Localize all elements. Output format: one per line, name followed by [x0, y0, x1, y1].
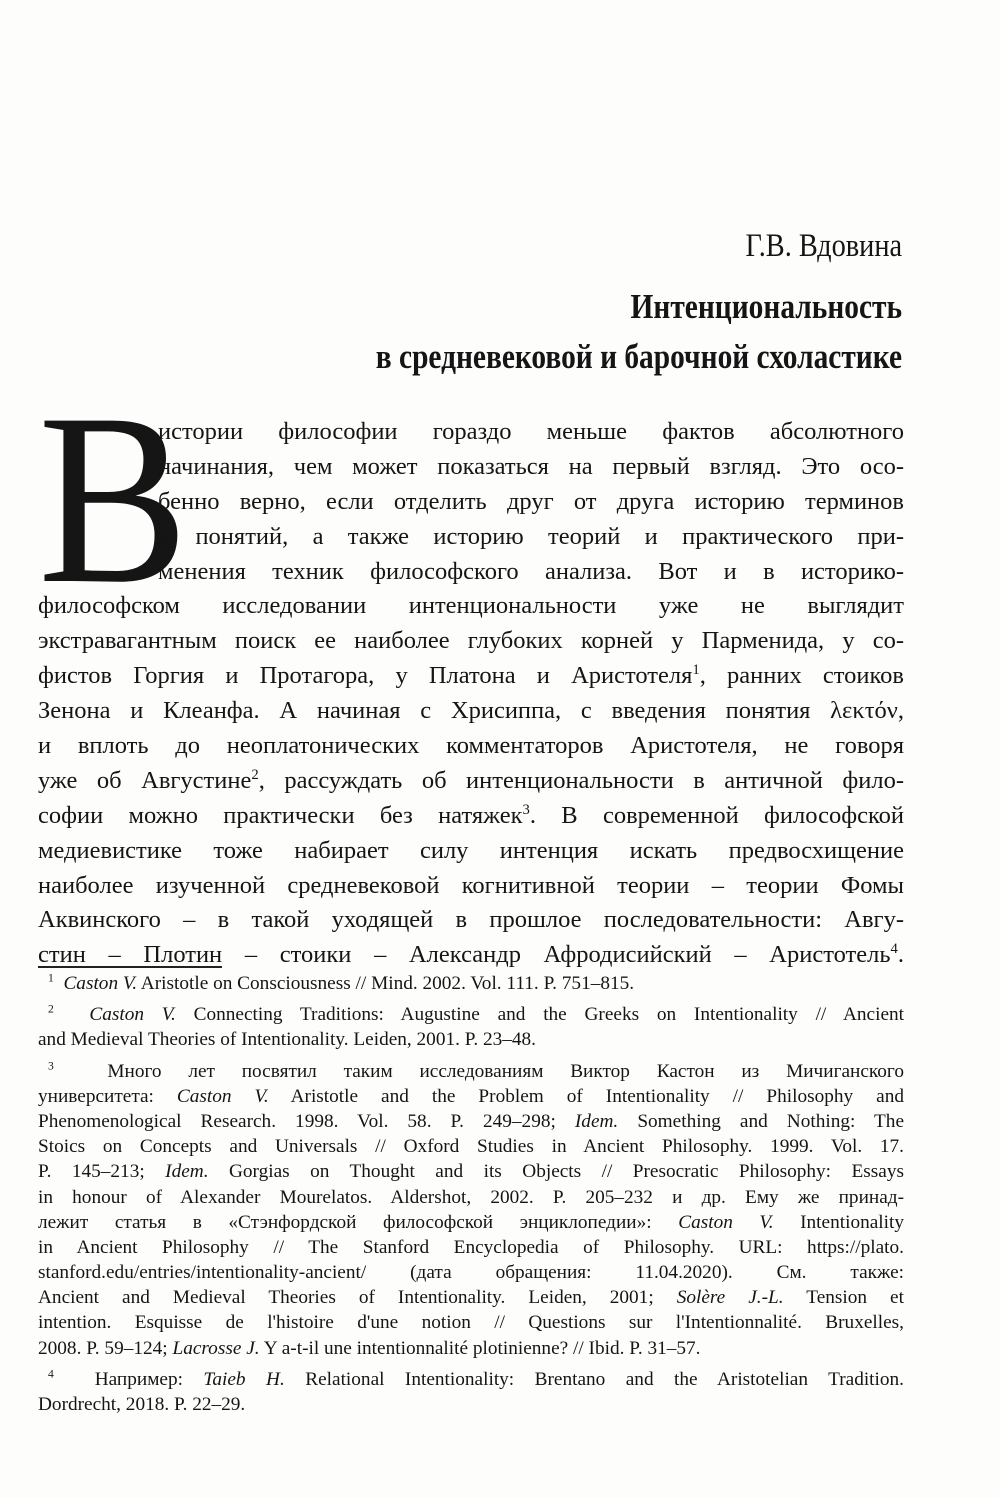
author-name: Г.В. Вдовина: [745, 228, 902, 264]
citation-author: Caston V.: [176, 1085, 269, 1107]
footnote-line: [38, 1084, 904, 1109]
footnote-separator: [38, 966, 222, 968]
citation-author: Caston V.: [63, 973, 138, 994]
body-text-span: софии можно практически без натяжек: [38, 801, 523, 829]
footnote-line: [38, 1336, 904, 1361]
citation-author: Taieb H.: [203, 1368, 285, 1390]
footnote-1: [38, 971, 904, 996]
citation-author: Solère J.-L.: [676, 1287, 784, 1309]
footnote-2: [38, 1002, 904, 1052]
footnote-ref[interactable]: 3: [522, 801, 530, 818]
footnote-line: in Ancient Philosophy // The Stanford Encyclopedia of Philosophy. URL: https://plato.: [38, 1236, 904, 1258]
footnote-text: P. 145–213;: [38, 1161, 145, 1183]
title-line-1: Интенциональность: [630, 287, 902, 326]
footnote-text: Aristotle on Consciousness // Mind. 2002. Vol. 111. P. 751–815.: [140, 973, 635, 994]
drop-cap: В: [38, 363, 189, 634]
citation-author: Idem.: [574, 1110, 619, 1132]
body-line: менения техник философского анализа. Вот и в историко-: [158, 557, 904, 585]
body-line: и вплоть до неоплатонических комментаторов Аристотеля, не говоря: [38, 732, 904, 760]
body-line: бенно верно, если отделить друг от друга историю терминов: [158, 487, 904, 515]
footnote-line: [38, 1367, 904, 1392]
footnote-text: Много лет посвятил таким исследованиям Виктор Кастон из Мичиганского: [107, 1060, 904, 1082]
footnote-number: 2: [48, 1002, 54, 1016]
body-paragraph: [38, 415, 904, 973]
footnote-number: 4: [48, 1367, 54, 1381]
footnote-number: 3: [48, 1059, 54, 1073]
body-line: наиболее изученной средневековой когнитивной теории – теории Фомы: [38, 871, 904, 899]
footnote-text: Tension et: [806, 1287, 904, 1309]
citation-author: Caston V.: [89, 1004, 176, 1026]
footnote-ref[interactable]: 1: [692, 662, 700, 679]
footnote-text: университета:: [38, 1085, 154, 1107]
footnote-line: Stoics on Concepts and Universals // Oxford Studies in Ancient Philosophy. 1999. Vol. 17.: [38, 1136, 904, 1158]
body-line: [38, 938, 904, 973]
footnote-line: Dordrecht, 2018. P. 22–29.: [38, 1394, 246, 1415]
footnote-line: [38, 1059, 904, 1084]
footnote-text: Relational Intentionality: Brentano and the Aristotelian Tradition.: [305, 1368, 904, 1390]
citation-author: Caston V.: [678, 1211, 774, 1233]
footnote-ref[interactable]: 2: [251, 766, 259, 783]
footnote-text: Aristotle and the Problem of Intentionality // Philosophy and: [290, 1085, 904, 1107]
body-line: начинания, чем может показаться на первый взгляд. Это осо-: [158, 452, 904, 480]
footnote-line: [38, 1285, 904, 1310]
body-line: философском исследовании интенциональности уже не выглядит: [38, 592, 904, 620]
footnote-line: [38, 1002, 904, 1027]
footnote-text: Y a-t-il une intentionnalité plotinienne? // Ibid. P. 31–57.: [263, 1337, 701, 1359]
citation-author: Lacrosse J.: [172, 1337, 260, 1359]
body-line: и понятий, а также историю теорий и практического при-: [158, 522, 904, 550]
body-line: истории философии гораздо меньше фактов абсолютного: [158, 418, 904, 445]
footnote-text: Connecting Traditions: Augustine and the Greeks on Intentionality // Ancient: [193, 1004, 904, 1026]
footnote-line: intention. Esquisse de l'histoire d'une notion // Questions sur l'Intentionnalité. Bruxelles,: [38, 1312, 904, 1334]
footnotes: [38, 971, 904, 1423]
footnote-line: in honour of Alexander Mourelatos. Aldershot, 2002. P. 205–232 и др. Ему же принад-: [38, 1186, 904, 1208]
footnote-text: Something and Nothing: The: [637, 1110, 904, 1132]
footnote-text: Например:: [94, 1368, 183, 1390]
title-line-2: в средневековой и барочной схоластике: [375, 337, 902, 376]
body-line: медиевистике тоже набирает силу интенция искать предвосхищение: [38, 836, 904, 864]
body-line: [38, 799, 904, 834]
body-text-span: фистов Горгия и Протагора, у Платона и Аристотеля: [38, 662, 693, 690]
body-text-span: .: [897, 941, 904, 969]
body-text-span: стин – Плотин – стоики – Александр Афродисийский – Аристотель: [38, 941, 891, 969]
footnote-line: stanford.edu/entries/intentionality-ancient/ (дата обращения: 11.04.2020). См. также:: [38, 1262, 904, 1284]
footnote-text: лежит статья в «Стэнфордской философской энциклопедии»:: [38, 1211, 652, 1233]
body-line: Аквинского – в такой уходящей в прошлое последовательности: Авгу-: [38, 906, 904, 934]
body-line: Зенона и Клеанфа. А начиная с Хрисиппа, с введения понятия λεκτόν,: [38, 697, 904, 725]
footnote-line: [38, 1109, 904, 1134]
footnote-ref[interactable]: 4: [890, 941, 898, 958]
footnote-text: 2008. P. 59–124;: [38, 1337, 168, 1359]
footnote-text: Phenomenological Research. 1998. Vol. 58. P. 249–298;: [38, 1110, 556, 1132]
footnote-text: Ancient and Medieval Theories of Intentionality. Leiden, 2001;: [38, 1287, 654, 1309]
body-text-span: уже об Августине: [38, 766, 252, 794]
body-text-span: , ранних стоиков: [699, 662, 904, 690]
body-text-span: , рассуждать об интенциональности в античной фило-: [258, 766, 904, 794]
footnote-line: [38, 1210, 904, 1235]
footnote-number: 1: [48, 971, 54, 985]
footnote-line: [38, 1159, 904, 1184]
footnote-3: [38, 1059, 904, 1361]
citation-author: Idem.: [165, 1161, 209, 1183]
footnote-line: [38, 971, 904, 996]
footnote-text: Intentionality: [800, 1211, 904, 1233]
footnote-text: Gorgias on Thought and its Objects // Presocratic Philosophy: Essays: [228, 1161, 904, 1183]
body-text-span: . В современной философской: [529, 801, 904, 829]
footnote-4: [38, 1367, 904, 1417]
body-line: экстравагантным поиск ее наиболее глубоких корней у Парменида, у со-: [38, 627, 904, 655]
article-title: [142, 282, 902, 382]
footnote-line: and Medieval Theories of Intentionality. Leiden, 2001. P. 23–48.: [38, 1029, 536, 1051]
body-line: [38, 659, 904, 694]
body-line: [38, 764, 904, 799]
